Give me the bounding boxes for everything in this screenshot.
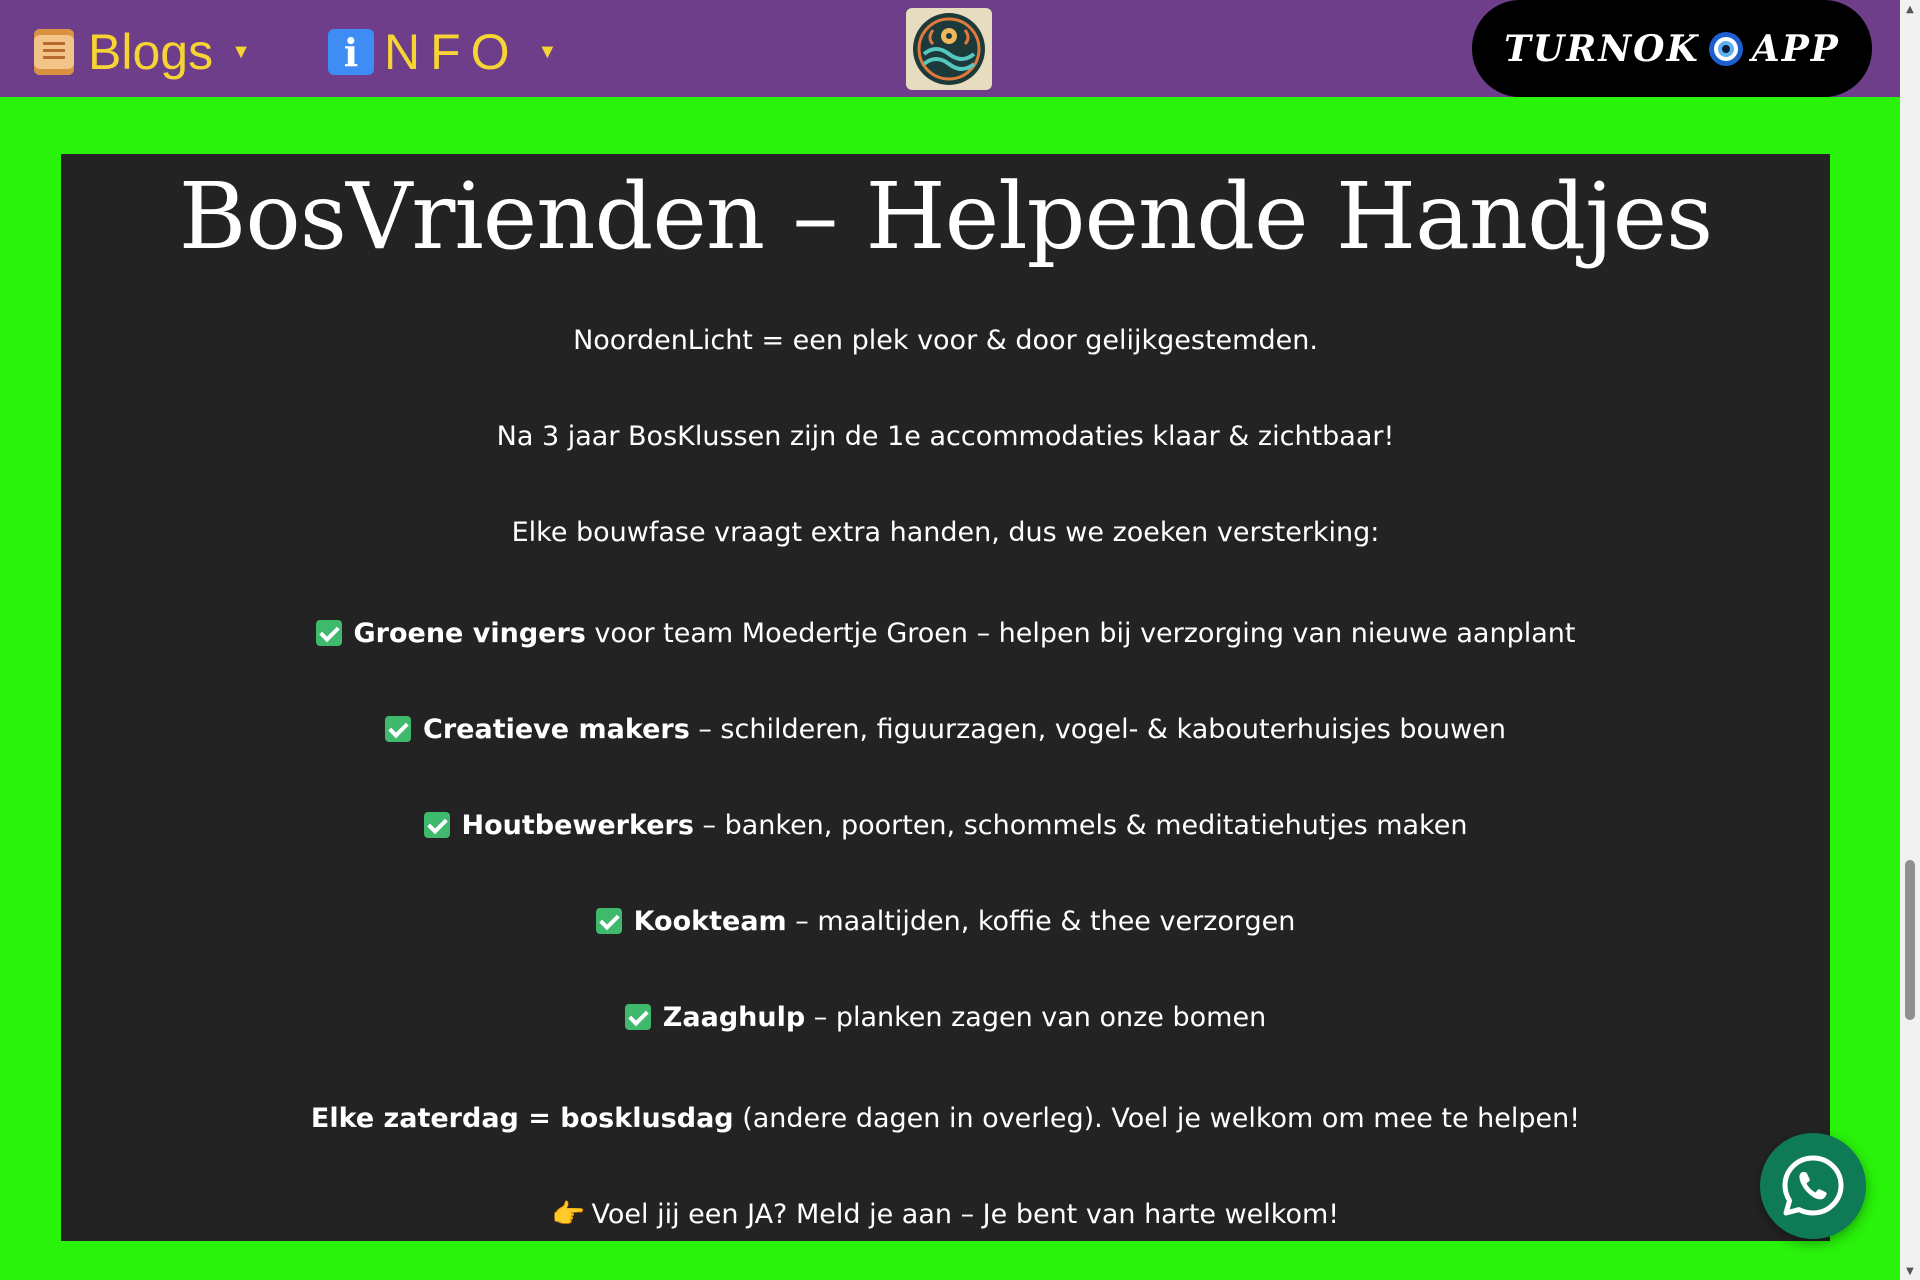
content-card <box>61 154 1830 1241</box>
check-mark-icon <box>385 716 411 742</box>
chevron-down-icon: ▼ <box>231 40 251 63</box>
turnok-app-button[interactable] <box>1472 0 1872 97</box>
role-description: voor team Moedertje Groen – helpen bij verzorging van nieuwe aanplant <box>585 618 1576 649</box>
role-item <box>61 1001 1830 1035</box>
intro-paragraph-1: NoordenLicht = een plek voor & door gelijkgestemden. <box>573 325 1318 356</box>
information-icon: i <box>328 29 374 75</box>
scrollbar-thumb[interactable] <box>1905 860 1915 1020</box>
vertical-scrollbar[interactable] <box>1900 0 1920 1280</box>
intro-paragraph-3: Elke bouwfase vraagt extra handen, dus we zoeken versterking: <box>511 517 1380 548</box>
evil-eye-icon <box>1708 31 1744 67</box>
saturday-rest: (andere dagen in overleg). Voel je welkom om mee te helpen! <box>733 1103 1581 1134</box>
top-navbar <box>0 0 1900 97</box>
role-item <box>61 617 1830 651</box>
check-mark-icon <box>596 908 622 934</box>
role-name: Houtbewerkers <box>461 810 694 841</box>
check-mark-icon <box>625 1004 651 1030</box>
pointing-hand-icon: 👉 <box>551 1199 586 1230</box>
check-mark-icon <box>424 812 450 838</box>
app-button-label-right: APP <box>1751 27 1840 70</box>
saturday-note <box>61 1102 1830 1136</box>
app-button-label-left: TURNOK <box>1504 27 1700 70</box>
nav-info-label: NFO <box>384 24 520 80</box>
scroll-icon <box>34 29 74 75</box>
nav-info-dropdown[interactable] <box>328 24 557 80</box>
role-name: Kookteam <box>633 906 787 937</box>
role-name: Groene vingers <box>353 618 586 649</box>
role-item <box>61 905 1830 939</box>
role-description: – planken zagen van onze bomen <box>805 1002 1267 1033</box>
role-item <box>61 809 1830 843</box>
role-name: Zaaghulp <box>662 1002 806 1033</box>
role-description: – banken, poorten, schommels & meditatiehutjes maken <box>693 810 1468 841</box>
check-mark-icon <box>316 620 342 646</box>
cta-text: Voel jij een JA? Meld je aan – Je bent van harte welkom! <box>591 1199 1340 1230</box>
nav-blogs-dropdown[interactable] <box>34 24 251 80</box>
call-to-action <box>61 1198 1830 1232</box>
whatsapp-icon <box>1777 1150 1849 1222</box>
whatsapp-button[interactable] <box>1760 1133 1866 1239</box>
role-description: – schilderen, figuurzagen, vogel- & kabouterhuisjes bouwen <box>689 714 1506 745</box>
role-item <box>61 713 1830 747</box>
intro-paragraph-2: Na 3 jaar BosKlussen zijn de 1e accommodaties klaar & zichtbaar! <box>496 421 1395 452</box>
role-name: Creatieve makers <box>423 714 690 745</box>
page-title: BosVrienden – Helpende Handjes <box>178 163 1713 270</box>
nav-blogs-label: Blogs <box>88 24 214 80</box>
scroll-up-arrow-icon[interactable]: ▲ <box>1906 3 1914 15</box>
scroll-down-arrow-icon[interactable]: ▼ <box>1906 1265 1914 1277</box>
role-description: – maaltijden, koffie & thee verzorgen <box>786 906 1296 937</box>
chevron-down-icon: ▼ <box>537 40 558 63</box>
site-logo-icon[interactable] <box>906 8 992 90</box>
saturday-bold: Elke zaterdag = bosklusdag <box>310 1103 734 1134</box>
